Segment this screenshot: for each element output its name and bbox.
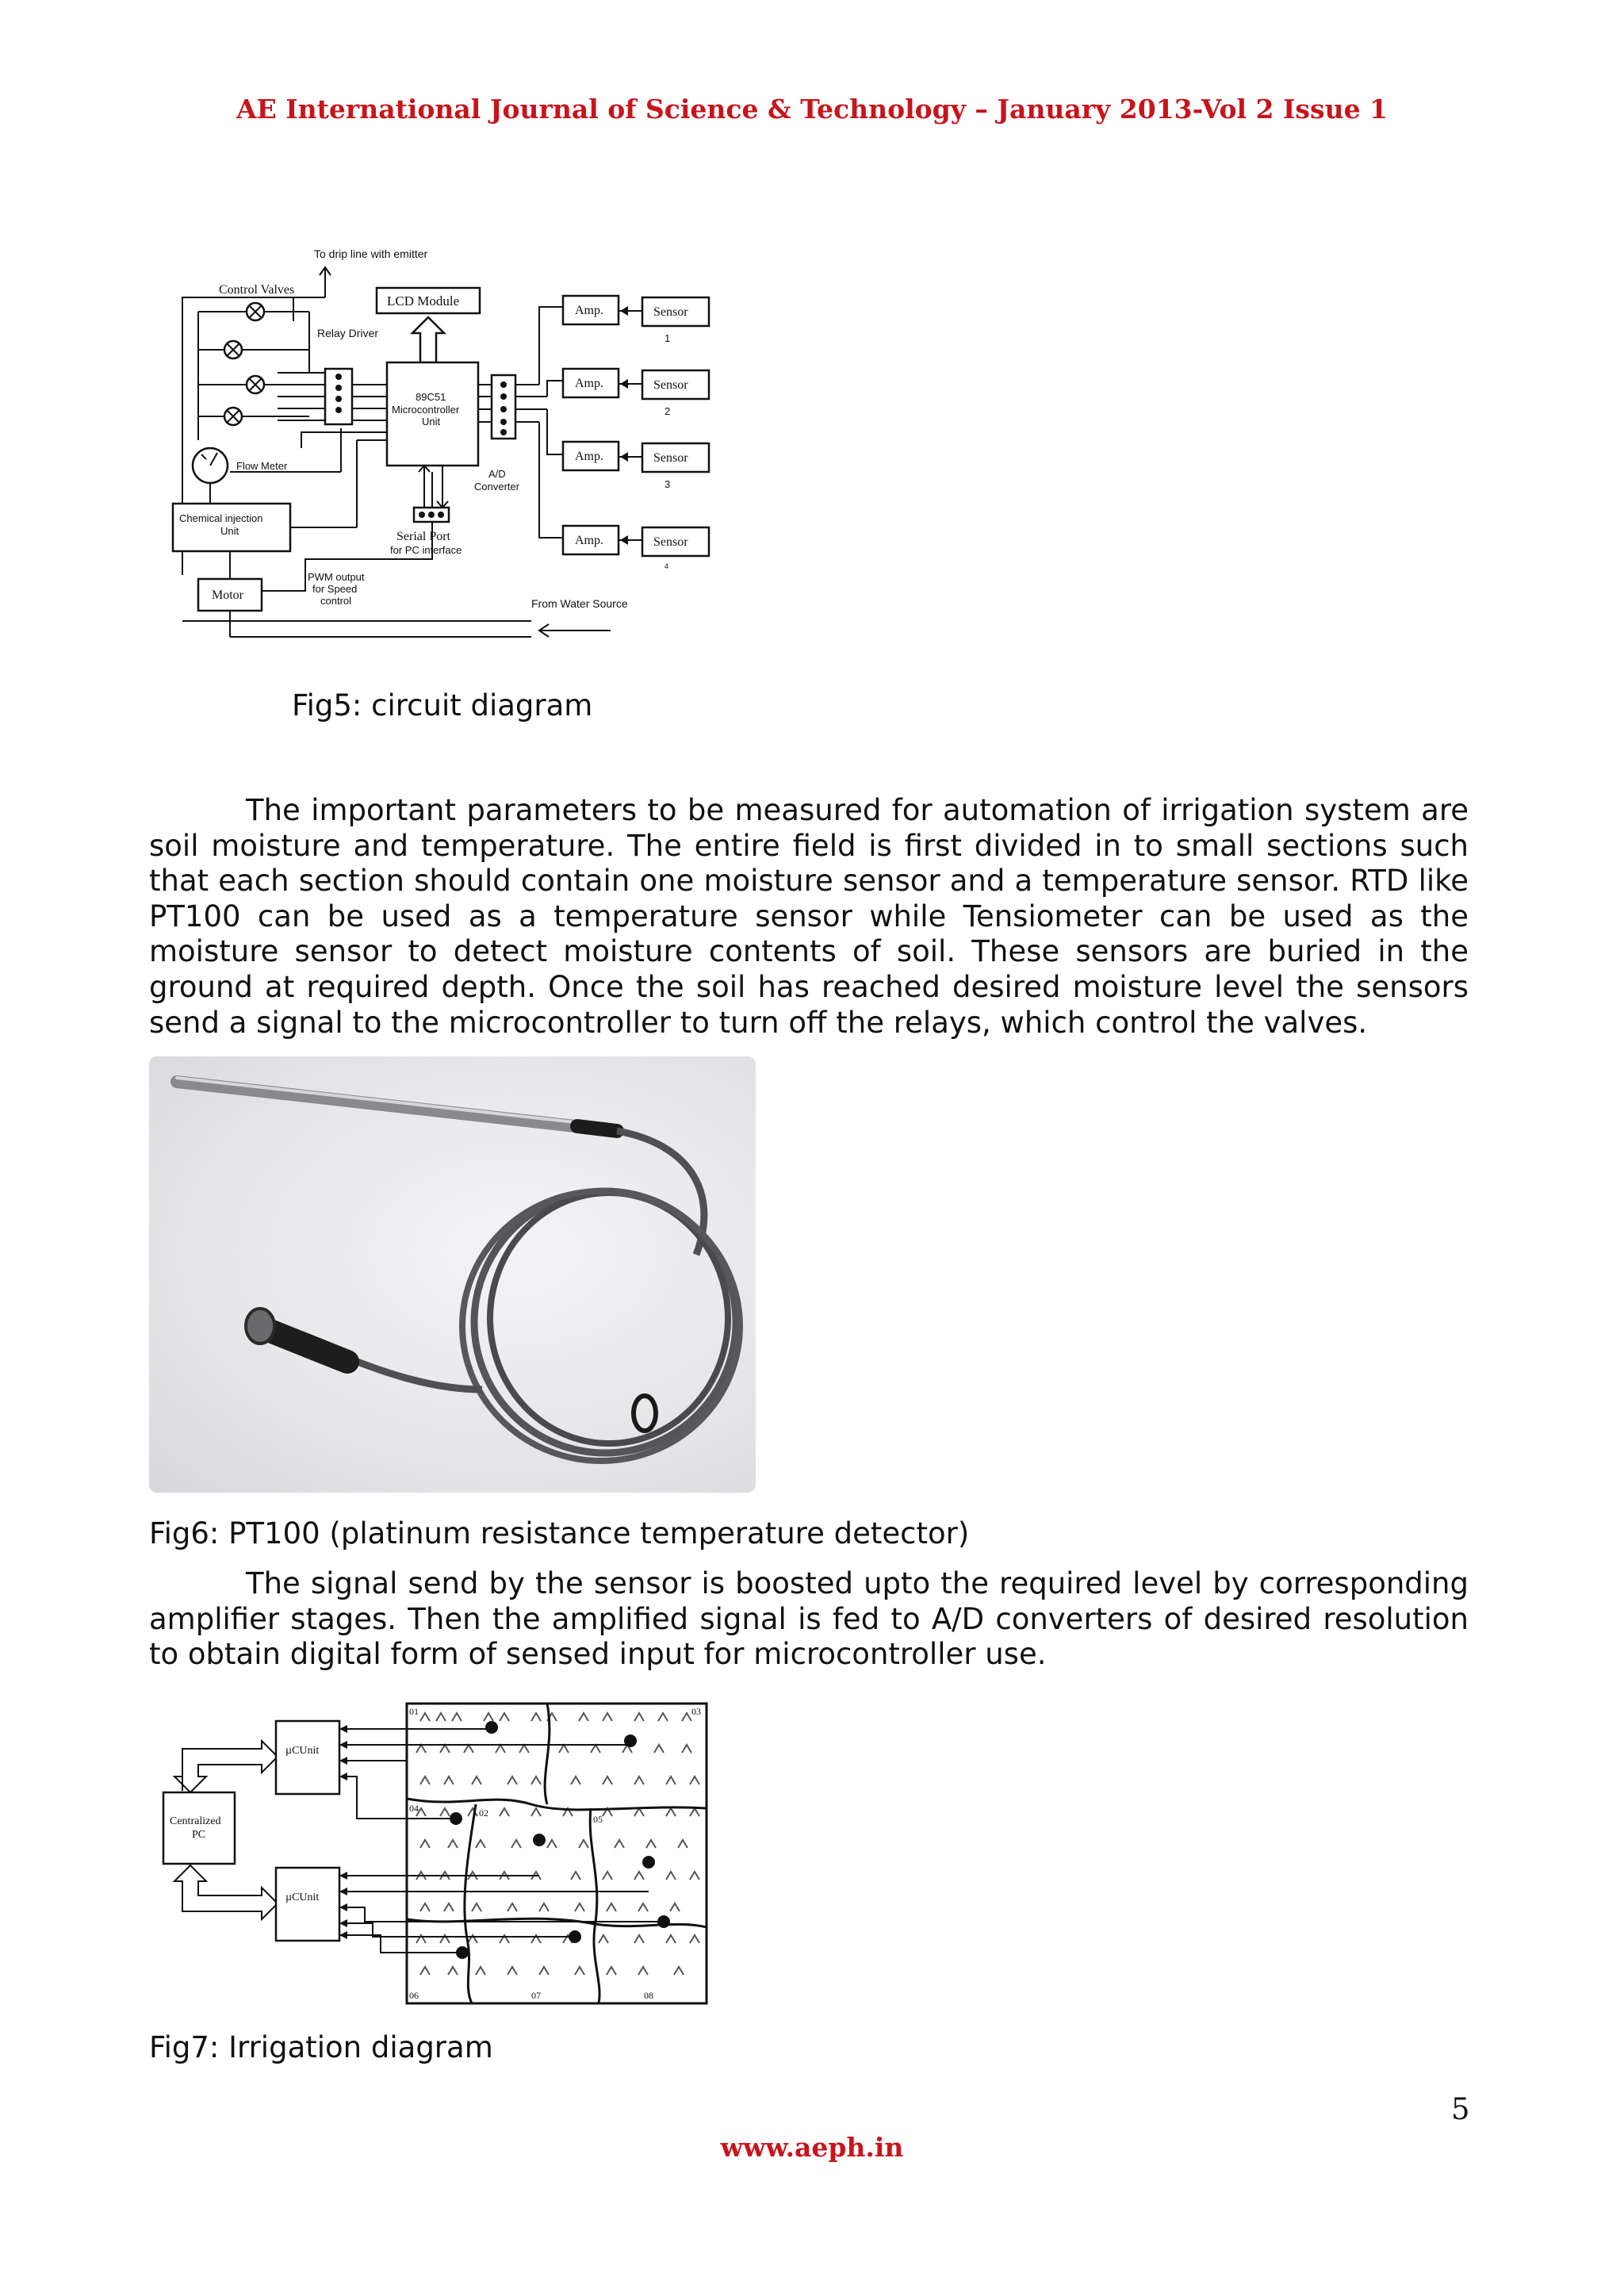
fig7-unit-label: µCUnit	[285, 1745, 320, 1757]
fig5-lcd-label: LCD Module	[387, 293, 460, 309]
fig5-chem-line-1: Chemical injection	[179, 512, 263, 524]
microcontroller-unit-block-1	[276, 1721, 339, 1794]
fig5-sensor-label: Sensor	[653, 451, 688, 465]
fig5-mcu-line-2: Microcontroller	[392, 404, 460, 416]
fig7-irrigation-diagram	[159, 1697, 714, 2010]
fig5-sensor-label: Sensor	[653, 305, 688, 319]
fig5-sensor-number: 3	[665, 478, 671, 490]
fig6-caption: Fig6: PT100 (platinum resistance temperature detector)	[149, 1516, 970, 1550]
fig7-unit-label: µCUnit	[285, 1892, 320, 1903]
fig5-amp-label: Amp.	[575, 450, 603, 463]
fig7-section-label: 08	[644, 1990, 653, 2001]
fig5-serial-line-2: for PC interface	[390, 544, 462, 556]
fig7-section-label: 04	[409, 1803, 419, 1814]
fig5-amp-label: Amp.	[575, 534, 603, 547]
fig5-amp-label: Amp.	[575, 304, 603, 317]
fig5-sensor-number: 1	[665, 332, 671, 344]
page-number: 5	[1451, 2092, 1470, 2126]
fig5-amp-label: Amp.	[575, 377, 603, 390]
valve-icon	[224, 341, 242, 358]
fig5-pwm-line-1: PWM output	[308, 571, 365, 583]
valve-icon	[224, 408, 242, 425]
fig7-section-label: 07	[531, 1990, 541, 2001]
paragraph-1: The important parameters to be measured for automation of irrigation system are soil moisture and temperature. The entire field is first divided in to small sections such that each section should contain one moisture sensor and a temperature sensor. RTD like PT100 can be used as a temperature sensor while Tensiometer can be used as the moisture sensor to detect moisture contents of soil. These sensors are buried in the ground at required depth. Once the soil has reached desired moisture level the sensors send a signal to the microcontroller to turn off the relays, which control the valves.	[149, 793, 1469, 1040]
fig7-pc-line-2: PC	[192, 1829, 206, 1841]
fig5-pwm-line-3: control	[320, 595, 352, 607]
journal-header: AE International Journal of Science & Technology – January 2013-Vol 2 Issue 1	[236, 94, 1388, 125]
field-sensor-dot	[485, 1721, 498, 1734]
data-link-arrow-icon	[174, 1865, 278, 1919]
fig5-adc-line-1: A/D	[488, 468, 506, 480]
field-sensor-dot	[642, 1856, 655, 1869]
valve-icon	[247, 376, 264, 393]
fig5-mcu-line-1: 89C51	[416, 391, 446, 403]
valve-icon	[247, 303, 264, 320]
flow-meter-gauge-icon	[193, 448, 228, 483]
microcontroller-unit-block-2	[276, 1868, 339, 1941]
fig5-sensor-label: Sensor	[653, 535, 688, 549]
fig5-serial-line-1: Serial Port	[396, 530, 450, 543]
fig5-circuit-diagram	[167, 242, 722, 654]
fig5-chem-line-2: Unit	[220, 525, 239, 537]
fig7-section-label: 02	[479, 1807, 488, 1819]
fig7-section-label: 05	[593, 1814, 603, 1825]
fig5-pwm-line-2: for Speed	[312, 583, 358, 595]
fig7-pc-line-1: Centralized	[170, 1815, 221, 1827]
website-footer: www.aeph.in	[720, 2132, 904, 2163]
fig7-section-label: 06	[409, 1990, 419, 2001]
fig5-sensor-number: 4	[665, 562, 669, 570]
fig5-relay-driver-label: Relay Driver	[317, 327, 379, 339]
fig5-drip-label: To drip line with emitter	[314, 247, 428, 260]
fig5-motor-label: Motor	[212, 588, 243, 602]
fig7-section-label: 03	[691, 1706, 701, 1717]
fig7-section-label: 01	[409, 1706, 419, 1717]
fig5-caption: Fig5: circuit diagram	[292, 688, 593, 723]
fig5-flow-meter-label: Flow Meter	[236, 460, 288, 472]
fig7-caption: Fig7: Irrigation diagram	[149, 2030, 493, 2064]
paragraph-2: The signal send by the sensor is boosted upto the required level by corresponding amplifier stages. Then the amplified signal is fed to A/D converters of desired resolution to obtain digital form of sensed input for microcontroller use.	[149, 1566, 1469, 1672]
fig5-mcu-line-3: Unit	[422, 416, 441, 427]
pt100-sensor-photo	[149, 1056, 756, 1493]
pt100-probe-illustration	[149, 1056, 756, 1493]
centralized-pc-block	[163, 1792, 235, 1864]
fig5-water-source-label: From Water Source	[531, 597, 628, 610]
data-link-arrow-icon	[174, 1741, 278, 1792]
fig5-sensor-number: 2	[665, 405, 671, 417]
field-sensor-dot	[533, 1834, 546, 1846]
fig5-control-valves-label: Control Valves	[219, 283, 295, 297]
fig5-sensor-label: Sensor	[653, 378, 688, 392]
fig5-adc-line-2: Converter	[474, 481, 520, 493]
